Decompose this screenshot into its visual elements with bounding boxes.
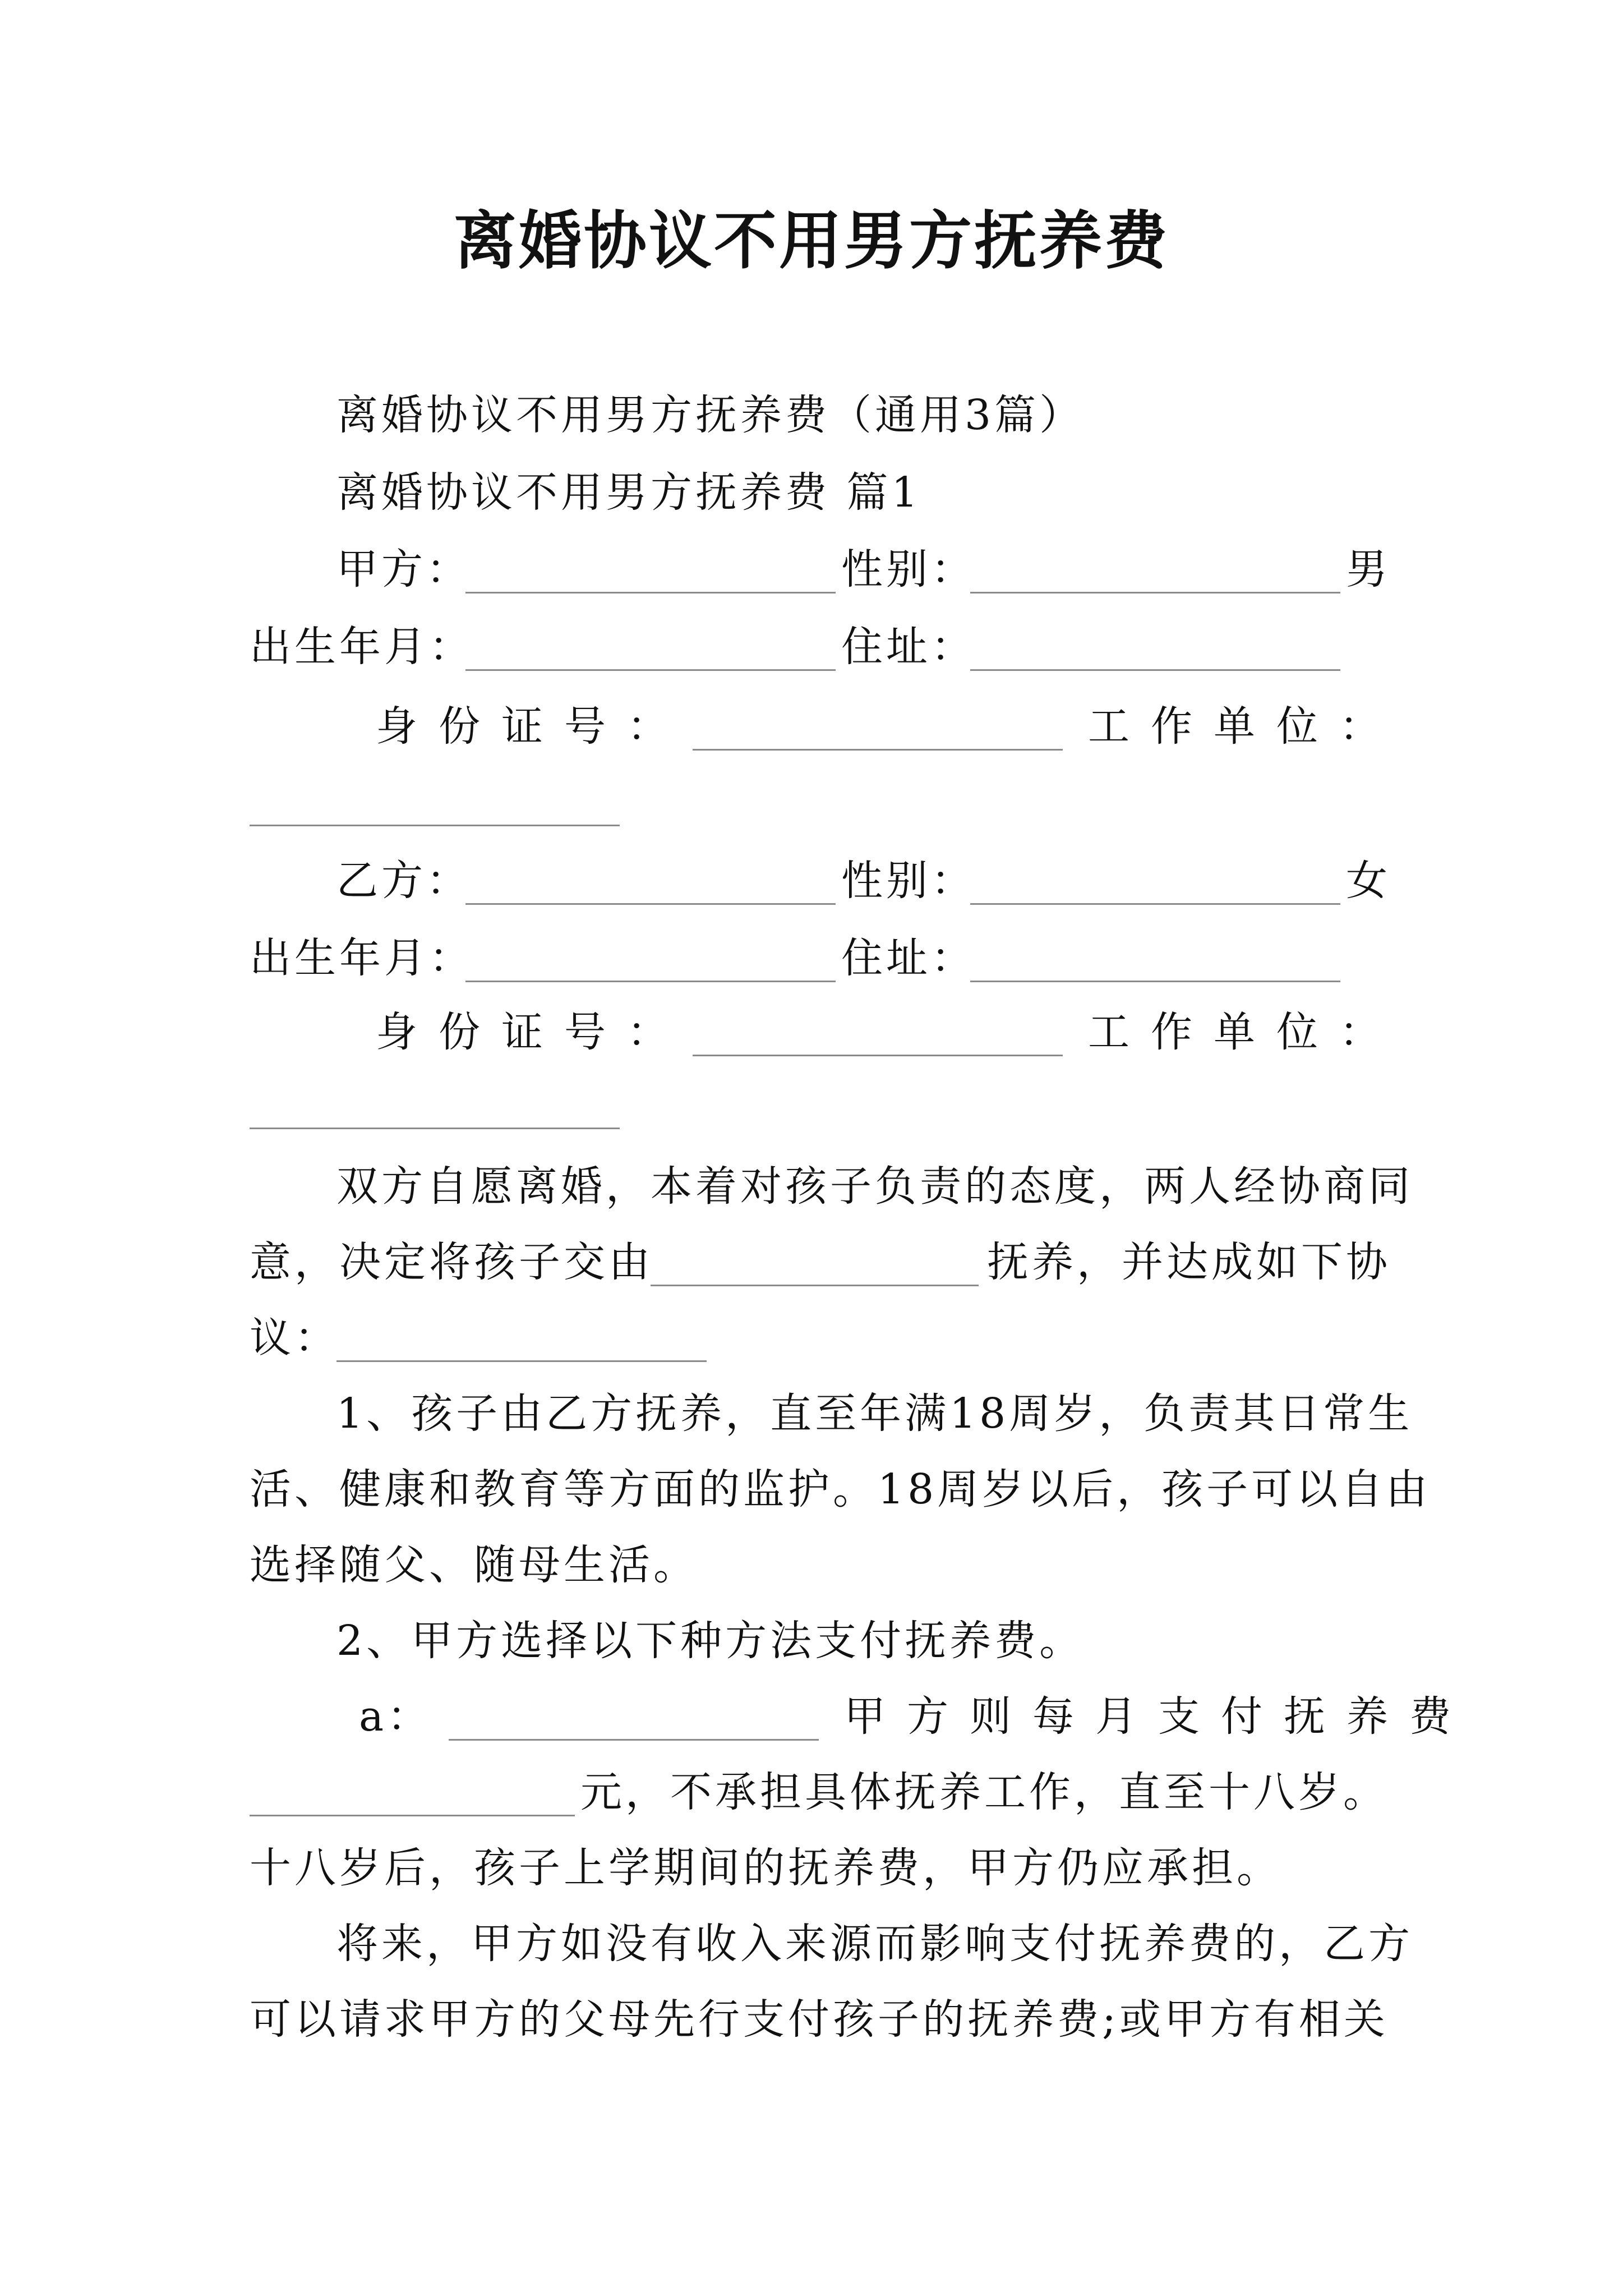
party-a-work-field[interactable]: [250, 825, 620, 826]
party-b-gender-value: 女: [1346, 857, 1391, 905]
party-a-gender-label: 性别：: [841, 545, 976, 593]
clause-1-line-3: 选择随父、随母生活。: [250, 1541, 698, 1589]
party-a-id-field[interactable]: [693, 749, 1063, 751]
intro-line-2a: 意，决定将孩子交由: [250, 1238, 653, 1286]
option-a-line-2: 元，不承担具体抚养工作，直至十八岁。: [580, 1768, 1388, 1816]
party-a-gender-value: 男: [1346, 545, 1391, 593]
subtitle: 离婚协议不用男方抚养费（通用3篇）: [336, 391, 1085, 439]
party-a-birth-field[interactable]: [465, 669, 836, 671]
option-a-field[interactable]: [449, 1739, 819, 1741]
party-b-id-label: 身份证号：: [376, 1008, 690, 1056]
clause-2-line-1: 2、甲方选择以下种方法支付抚养费。: [336, 1617, 1085, 1665]
party-b-birth-label: 出生年月：: [250, 934, 474, 982]
document-title: 离婚协议不用男方抚养费: [454, 204, 1169, 278]
party-b-work-label: 工作单位：: [1088, 1008, 1402, 1056]
future-line-1: 将来，甲方如没有收入来源而影响支付抚养费的，乙方: [336, 1920, 1413, 1968]
party-b-birth-field[interactable]: [465, 981, 836, 982]
monthly-amount-field[interactable]: [250, 1815, 575, 1816]
party-b-work-field[interactable]: [250, 1128, 620, 1129]
agreement-field[interactable]: [336, 1360, 707, 1362]
party-a-id-label: 身份证号：: [376, 702, 690, 751]
party-a-label: 甲方：: [336, 545, 471, 593]
party-a-address-label: 住址：: [841, 623, 976, 671]
clause-1-line-2: 活、健康和教育等方面的监护。18周岁以后，孩子可以自由: [250, 1465, 1431, 1513]
future-line-2: 可以请求甲方的父母先行支付孩子的抚养费;或甲方有相关: [250, 1995, 1389, 2044]
section-heading: 离婚协议不用男方抚养费 篇1: [336, 468, 921, 517]
party-a-birth-label: 出生年月：: [250, 623, 474, 671]
clause-1-line-1: 1、孩子由乙方抚养，直至年满18周岁，负责其日常生: [336, 1389, 1413, 1438]
party-b-address-label: 住址：: [841, 934, 976, 982]
option-a-text: 甲方则每月支付抚养费: [844, 1692, 1472, 1741]
custodian-field[interactable]: [651, 1285, 979, 1286]
option-a-label: a：: [359, 1692, 432, 1741]
intro-line-3: 议：: [250, 1314, 339, 1362]
intro-line-2b: 抚养，并达成如下协: [987, 1238, 1391, 1286]
party-b-address-field[interactable]: [970, 981, 1340, 982]
party-a-gender-field[interactable]: [970, 592, 1340, 593]
party-b-name-field[interactable]: [465, 903, 836, 905]
party-a-address-field[interactable]: [970, 669, 1340, 671]
party-a-name-field[interactable]: [465, 592, 836, 593]
party-a-work-label: 工作单位：: [1088, 702, 1402, 751]
party-b-gender-label: 性别：: [841, 857, 976, 905]
intro-line-1: 双方自愿离婚，本着对孩子负责的态度，两人经协商同: [336, 1162, 1413, 1211]
party-b-gender-field[interactable]: [970, 903, 1340, 905]
party-b-label: 乙方：: [336, 857, 471, 905]
option-a-line-3: 十八岁后，孩子上学期间的抚养费，甲方仍应承担。: [250, 1844, 1281, 1892]
party-b-id-field[interactable]: [693, 1055, 1063, 1056]
